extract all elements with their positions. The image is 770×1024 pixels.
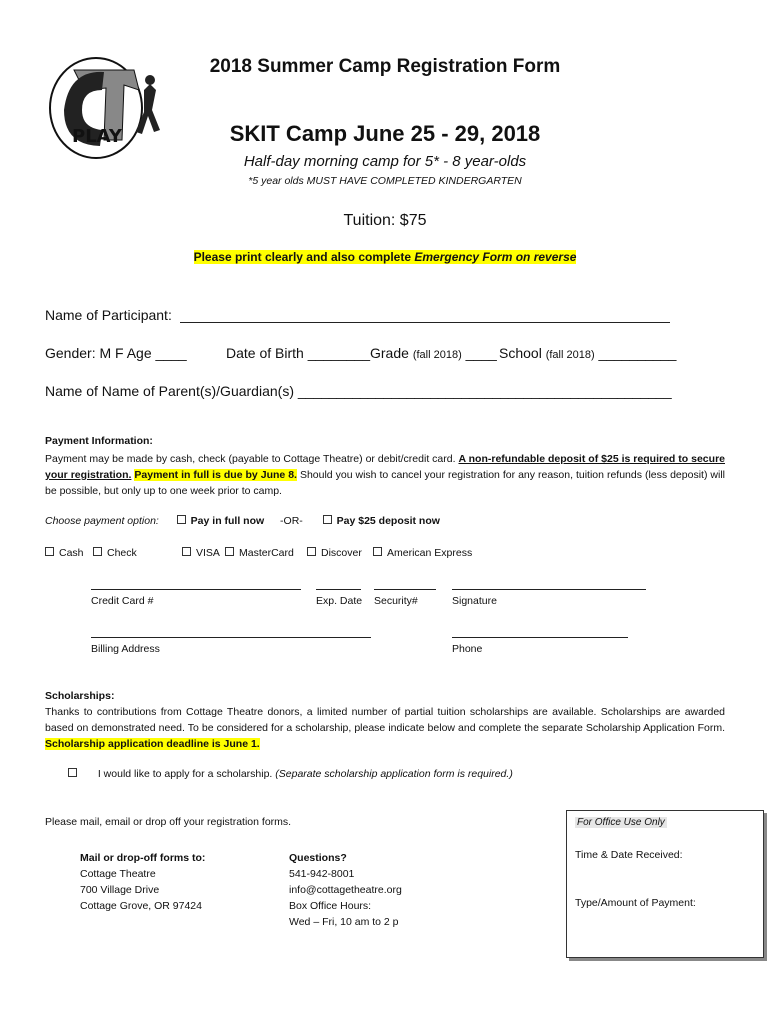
dob-label[interactable]: Date of Birth ________ bbox=[226, 345, 370, 361]
address-line: 700 Village Drive bbox=[80, 884, 160, 896]
logo-play-text: PLAY bbox=[72, 126, 122, 147]
checkbox-icon bbox=[177, 515, 186, 524]
office-use-heading: For Office Use Only bbox=[577, 817, 665, 828]
billing-address-field[interactable] bbox=[91, 637, 371, 638]
mail-heading: Mail or drop-off forms to: bbox=[80, 852, 206, 864]
scholarship-apply-note: (Separate scholarship application form is required.) bbox=[275, 768, 513, 780]
box-office-hours: Wed – Fri, 10 am to 2 p bbox=[289, 916, 399, 928]
payment-method-check[interactable]: Check bbox=[93, 547, 137, 559]
scholarships-heading: Scholarships: bbox=[45, 690, 115, 702]
grade-field[interactable] bbox=[370, 345, 497, 361]
signature-field[interactable] bbox=[452, 589, 646, 590]
phone-field[interactable] bbox=[452, 637, 628, 638]
payment-paragraph: Payment may be made by cash, check (payable to Cottage Theatre) or debit/credit card. A non-refundable deposit of $25 is required to secure your registration. Payment in full is due by June 8. Should you wish to cancel your registration for any reason, tuition refunds (less deposit) will be possible, but only up to one week prior to camp. bbox=[45, 453, 725, 497]
address-line: Cottage Grove, OR 97424 bbox=[80, 900, 202, 912]
print-notice bbox=[0, 250, 770, 264]
credit-card-label: Credit Card # bbox=[91, 595, 154, 607]
exp-date-label: Exp. Date bbox=[316, 595, 363, 607]
checkbox-icon bbox=[225, 547, 234, 556]
print-notice-text: Please print clearly and also complete bbox=[193, 250, 415, 264]
checkbox-icon bbox=[45, 547, 54, 556]
camp-title: SKIT Camp June 25 - 29, 2018 bbox=[229, 121, 541, 146]
mailing-address-block bbox=[80, 850, 205, 914]
billing-address-label: Billing Address bbox=[91, 643, 160, 655]
office-use-box bbox=[566, 810, 764, 958]
school-field[interactable] bbox=[499, 345, 676, 361]
checkbox-icon bbox=[68, 768, 77, 777]
phone-label: Phone bbox=[452, 643, 483, 655]
camp-subtitle: Half-day morning camp for 5* - 8 year-olds bbox=[243, 153, 527, 170]
grade-label: Grade bbox=[370, 345, 409, 361]
address-line: Cottage Theatre bbox=[80, 868, 156, 880]
school-blank: __________ bbox=[598, 345, 677, 361]
participant-label: Name of Participant: bbox=[45, 307, 172, 323]
emergency-form-note: Emergency Form on reverse bbox=[414, 250, 577, 264]
gender-age-label[interactable]: Gender: M F Age ____ bbox=[45, 345, 187, 361]
kindergarten-note: *5 year olds MUST HAVE COMPLETED KINDERGARTEN bbox=[248, 175, 522, 187]
form-title: 2018 Summer Camp Registration Form bbox=[209, 56, 561, 77]
questions-heading: Questions? bbox=[289, 852, 347, 864]
box-office-label: Box Office Hours: bbox=[289, 900, 372, 912]
checkbox-icon bbox=[93, 547, 102, 556]
checkbox-icon bbox=[182, 547, 191, 556]
checkbox-icon bbox=[323, 515, 332, 524]
checkbox-icon bbox=[307, 547, 316, 556]
exp-date-field[interactable] bbox=[316, 589, 361, 590]
payment-options-row bbox=[45, 515, 440, 527]
or-label: -OR- bbox=[280, 515, 303, 527]
payment-method-mastercard[interactable]: MasterCard bbox=[225, 547, 294, 559]
pay-full-checkbox[interactable]: Pay in full now bbox=[177, 515, 265, 527]
security-code-field[interactable] bbox=[374, 589, 436, 590]
payment-method-cash[interactable]: Cash bbox=[45, 547, 84, 559]
school-label: School bbox=[499, 345, 542, 361]
payment-due-date: Payment in full is due by June 8. bbox=[134, 469, 297, 481]
grade-blank: ____ bbox=[465, 345, 497, 361]
credit-card-number-field[interactable] bbox=[91, 589, 301, 590]
mail-note: Please mail, email or drop off your registration forms. bbox=[45, 816, 292, 828]
grade-note: (fall 2018) bbox=[412, 349, 462, 361]
payment-heading: Payment Information: bbox=[45, 435, 153, 447]
scholarship-apply-label: I would like to apply for a scholarship. bbox=[97, 768, 273, 780]
payment-method-amex[interactable]: American Express bbox=[373, 547, 472, 559]
payment-method-discover[interactable]: Discover bbox=[307, 547, 362, 559]
contact-block bbox=[289, 850, 402, 930]
scholarship-deadline: Scholarship application deadline is June 1. bbox=[45, 738, 260, 750]
contact-email[interactable]: info@cottagetheatre.org bbox=[289, 884, 402, 896]
choose-payment-label: Choose payment option: bbox=[45, 515, 159, 527]
scholarship-apply-checkbox[interactable] bbox=[68, 768, 513, 780]
parent-guardian-field[interactable]: Name of Name of Parent(s)/Guardian(s) ________________________________________________ bbox=[45, 383, 672, 399]
participant-name-field[interactable] bbox=[180, 322, 670, 323]
payment-amount-label: Type/Amount of Payment: bbox=[575, 897, 696, 909]
pay-deposit-checkbox[interactable]: Pay $25 deposit now bbox=[323, 515, 440, 527]
payment-method-visa[interactable]: VISA bbox=[182, 547, 220, 559]
school-note: (fall 2018) bbox=[545, 349, 595, 361]
time-date-received-label: Time & Date Received: bbox=[575, 849, 683, 861]
checkbox-icon bbox=[373, 547, 382, 556]
signature-label: Signature bbox=[452, 595, 497, 607]
deposit-requirement: A non-refundable deposit of $25 is required to secure your registration. bbox=[45, 453, 725, 481]
contact-phone: 541-942-8001 bbox=[289, 868, 355, 880]
security-label: Security# bbox=[374, 595, 418, 607]
scholarships-paragraph: Thanks to contributions from Cottage Theatre donors, a limited number of partial tuition scholarships are available. Scholarships are awarded based on demonstrated need. To be considered for a scholarship, please indicate below and complete the separate Scholarship Application Form. Scholarship application deadline is June 1. bbox=[45, 706, 725, 750]
tuition-amount: Tuition: $75 bbox=[343, 212, 427, 229]
